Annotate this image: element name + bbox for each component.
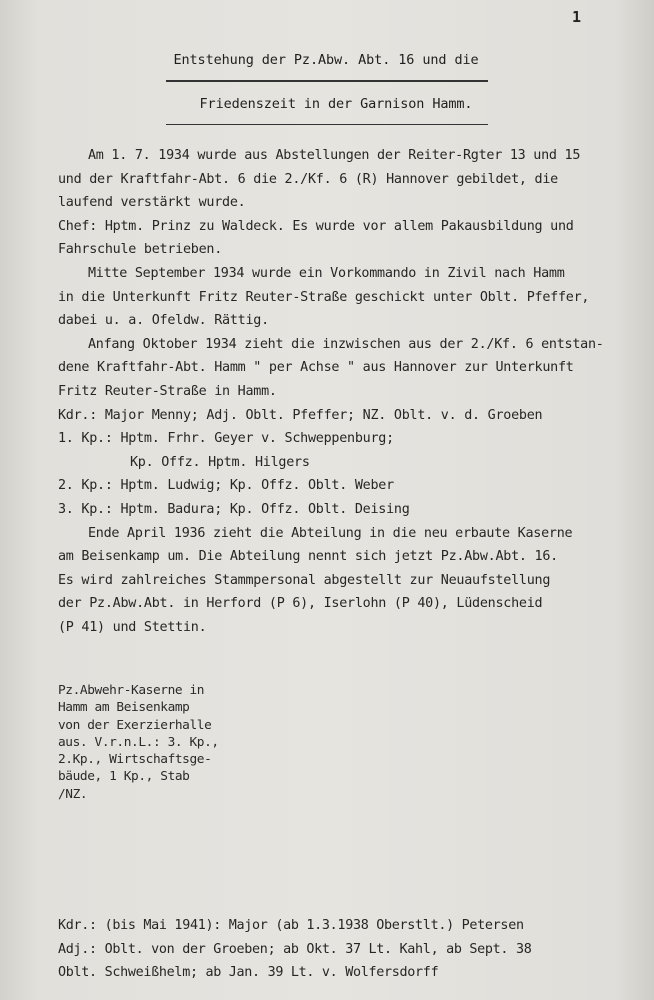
photo-caption	[58, 682, 219, 803]
body-line: Es wird zahlreiches Stammpersonal abgestellt zur Neuaufstellung	[58, 572, 551, 588]
caption-line: Pz.Abwehr-Kaserne in	[58, 683, 205, 698]
title-line-1: Entstehung der Pz.Abw. Abt. 16 und die	[173, 52, 479, 68]
footer-line: Adj.: Oblt. von der Groeben; ab Okt. 37 Lt. Kahl, ab Sept. 38	[58, 941, 532, 957]
caption-line: Hamm am Beisenkamp	[58, 700, 190, 716]
body-line: Fritz Reuter-Straße in Hamm.	[58, 383, 277, 399]
body-line: 3. Kp.: Hptm. Badura; Kp. Offz. Oblt. Deising	[58, 501, 410, 517]
body-line: Chef: Hptm. Prinz zu Waldeck. Es wurde vor allem Pakausbildung und	[58, 218, 574, 234]
caption-line: aus. V.r.n.L.: 3. Kp.,	[58, 734, 219, 750]
body-line: 2. Kp.: Hptm. Ludwig; Kp. Offz. Oblt. Weber	[58, 478, 394, 494]
body-line: Ende April 1936 zieht die Abteilung in die neu erbaute Kaserne	[88, 525, 573, 541]
body-line: in die Unterkunft Fritz Reuter-Straße geschickt unter Oblt. Pfeffer,	[58, 289, 590, 305]
caption-line: /NZ.	[58, 786, 88, 802]
body-line: dene Kraftfahr-Abt. Hamm " per Achse " aus Hannover zur Unterkunft	[58, 360, 574, 376]
title-underline-2	[166, 124, 488, 126]
body-line: Mitte September 1934 wurde ein Vorkommando in Zivil nach Hamm	[88, 265, 565, 281]
footer-line: Oblt. Schweißhelm; ab Jan. 39 Lt. v. Wolfersdorff	[58, 965, 439, 980]
title-underline-1	[166, 80, 488, 82]
caption-line: bäude, 1 Kp., Stab	[58, 769, 190, 785]
body-line: Kp. Offz. Hptm. Hilgers	[130, 454, 310, 470]
body-line: am Beisenkamp um. Die Abteilung nennt sich jetzt Pz.Abw.Abt. 16.	[58, 549, 558, 565]
body-line: (P 41) und Stettin.	[58, 619, 207, 635]
body-line: 1. Kp.: Hptm. Frhr. Geyer v. Schweppenburg;	[58, 431, 394, 447]
body-line: und der Kraftfahr-Abt. 6 die 2./Kf. 6 (R) Hannover gebildet, die	[58, 171, 558, 187]
footer-text	[58, 914, 531, 985]
body-text	[58, 144, 633, 639]
document-title	[166, 52, 486, 139]
footer-line: Kdr.: (bis Mai 1941): Major (ab 1.3.1938 Oberstlt.) Petersen	[58, 918, 524, 933]
body-line: Kdr.: Major Menny; Adj. Oblt. Pfeffer; NZ. Oblt. v. d. Groeben	[58, 407, 543, 423]
body-line: Fahrschule betrieben.	[58, 242, 223, 258]
title-line-2: Friedenszeit in der Garnison Hamm.	[199, 95, 473, 112]
caption-line: von der Exerzierhalle	[58, 717, 212, 733]
page-number: 1	[572, 8, 582, 26]
caption-line: 2.Kp., Wirtschaftsge-	[58, 752, 212, 768]
body-line: Anfang Oktober 1934 zieht die inzwischen aus der 2./Kf. 6 entstan-	[88, 336, 604, 352]
body-line: Am 1. 7. 1934 wurde aus Abstellungen der Reiter-Rgter 13 und 15	[88, 148, 581, 163]
body-line: dabei u. a. Ofeldw. Rättig.	[58, 313, 269, 329]
body-line: laufend verstärkt wurde.	[58, 195, 246, 211]
body-line: der Pz.Abw.Abt. in Herford (P 6), Iserlohn (P 40), Lüdenscheid	[58, 596, 543, 612]
